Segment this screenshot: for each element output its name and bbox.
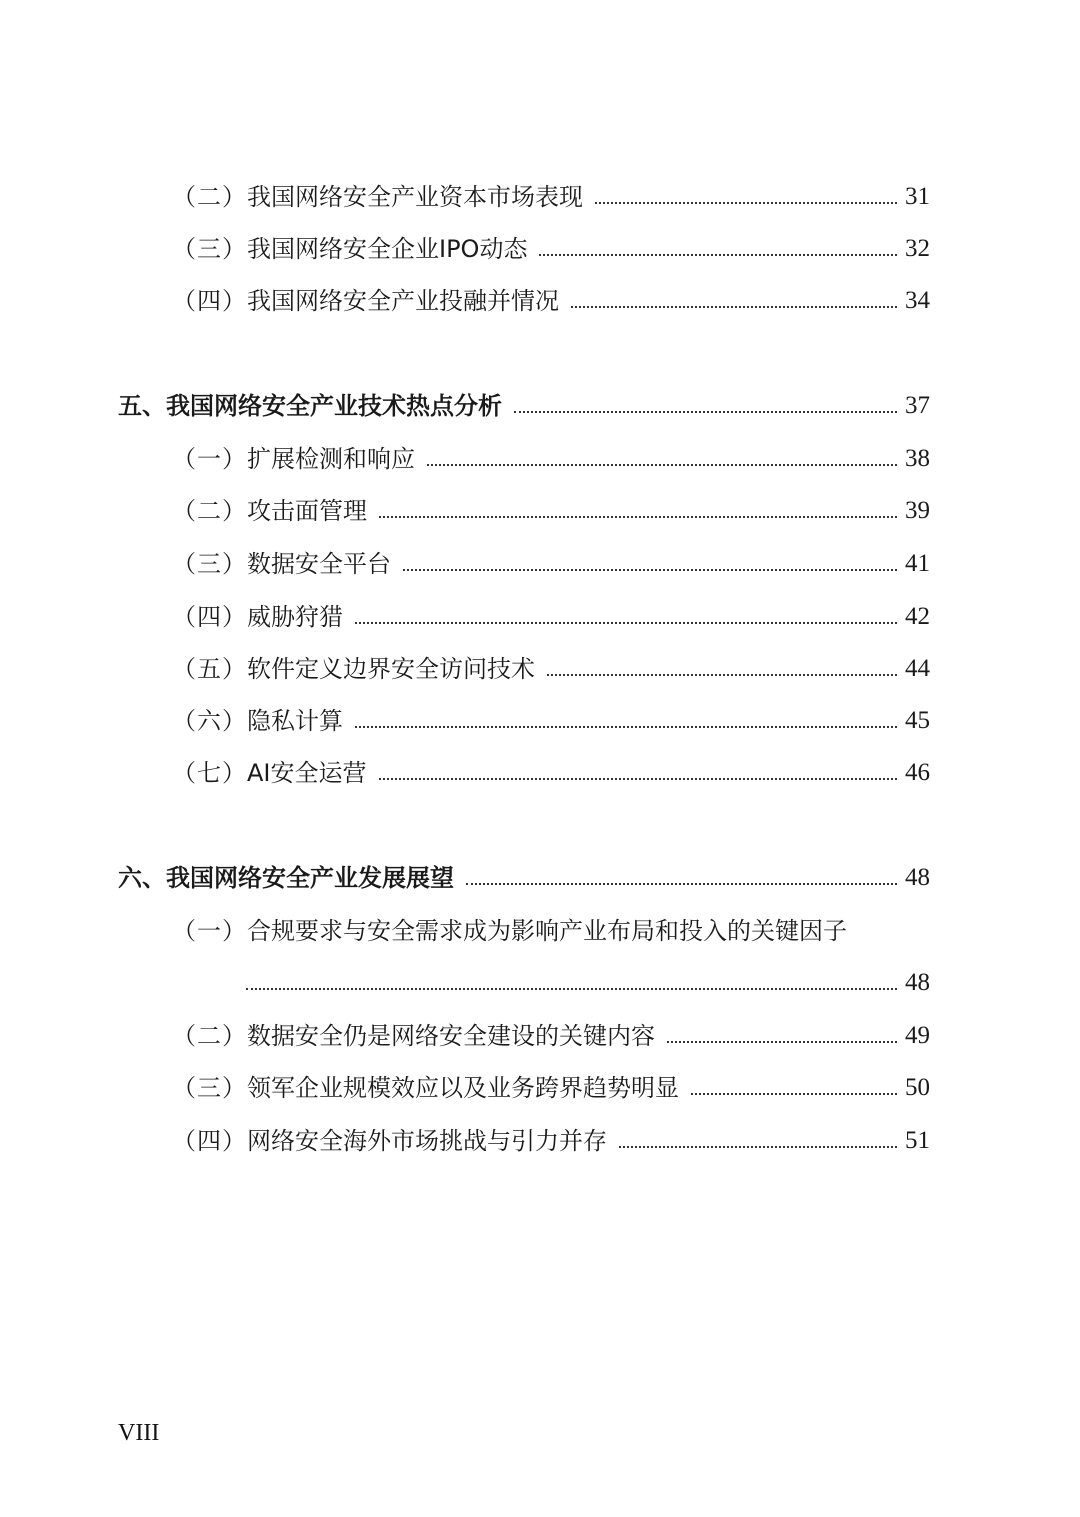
toc-entry-title: （三）领军企业规模效应以及业务跨界趋势明显 [172,1074,679,1102]
leader-dots [246,988,897,990]
toc-chapter-entry[interactable] [118,853,930,893]
leader-dots [619,1146,897,1148]
toc-entry-title: （四）威胁狩猎 [172,603,343,631]
toc-page-number: 45 [905,707,930,734]
toc-chapter-entry[interactable] [118,381,930,421]
toc-entry-title: （四）网络安全海外市场挑战与引力并存 [172,1127,607,1155]
leader-dots [379,516,897,518]
toc-page-number: 44 [905,655,930,682]
leader-dots [595,202,897,204]
toc-entry[interactable] [172,748,930,788]
toc-entry[interactable] [172,224,930,264]
leader-dots [514,411,897,413]
toc-chapter-title: 五、我国网络安全产业技术热点分析 [118,392,502,420]
toc-page-number: 48 [905,969,930,996]
toc-entry-continuation[interactable] [246,958,930,998]
toc-entry[interactable] [172,592,930,632]
toc-entry-title: （七）AI安全运营 [172,759,367,787]
toc-page-number: 38 [905,445,930,472]
toc-page-number: 41 [905,550,930,577]
toc-page-number: 50 [905,1074,930,1101]
toc-entry-title: （三）数据安全平台 [172,550,391,578]
toc-entry[interactable] [172,434,930,474]
toc-page-number: 42 [905,603,930,630]
toc-entry[interactable] [172,276,930,316]
toc-page-number: 32 [905,235,930,262]
toc-entry[interactable] [172,1116,930,1156]
toc-entry-title: （二）攻击面管理 [172,497,367,525]
toc-entry-title: （一）合规要求与安全需求成为影响产业布局和投入的关键因子 [172,917,847,945]
toc-page-number: 31 [905,183,930,210]
leader-dots [547,674,897,676]
leader-dots [691,1093,897,1095]
leader-dots [355,622,897,624]
leader-dots [355,726,897,728]
toc-entry-title: （二）数据安全仍是网络安全建设的关键内容 [172,1022,655,1050]
toc-entry-title: （三）我国网络安全企业IPO动态 [172,235,528,263]
toc-entry[interactable] [172,644,930,684]
toc-page-number: 49 [905,1022,930,1049]
toc-chapter-title: 六、我国网络安全产业发展展望 [118,864,454,892]
toc-entry[interactable] [172,486,930,526]
leader-dots [667,1041,897,1043]
leader-dots [379,778,898,780]
leader-dots [403,569,897,571]
toc-page-number: 51 [905,1127,930,1154]
toc-entry[interactable] [172,1011,930,1051]
toc-page-number: 48 [905,864,930,891]
leader-dots [539,254,897,256]
toc-entry-title: （二）我国网络安全产业资本市场表现 [172,183,583,211]
toc-page-number: 46 [905,759,930,786]
toc-entry[interactable] [172,172,930,212]
toc-entry[interactable] [172,696,930,736]
leader-dots [427,464,897,466]
leader-dots [571,306,897,308]
toc-entry[interactable] [172,1063,930,1103]
toc-page-number: 39 [905,497,930,524]
page-folio: VIII [118,1420,160,1446]
toc-entry[interactable] [172,539,930,579]
toc-page-number: 37 [905,392,930,419]
toc-entry[interactable] [172,906,930,946]
toc-page-number: 34 [905,287,930,314]
toc-entry-title: （五）软件定义边界安全访问技术 [172,655,535,683]
toc-entry-title: （一）扩展检测和响应 [172,445,415,473]
leader-dots [466,883,897,885]
toc-entry-title: （六）隐私计算 [172,707,343,735]
toc-entry-title: （四）我国网络安全产业投融并情况 [172,287,559,315]
